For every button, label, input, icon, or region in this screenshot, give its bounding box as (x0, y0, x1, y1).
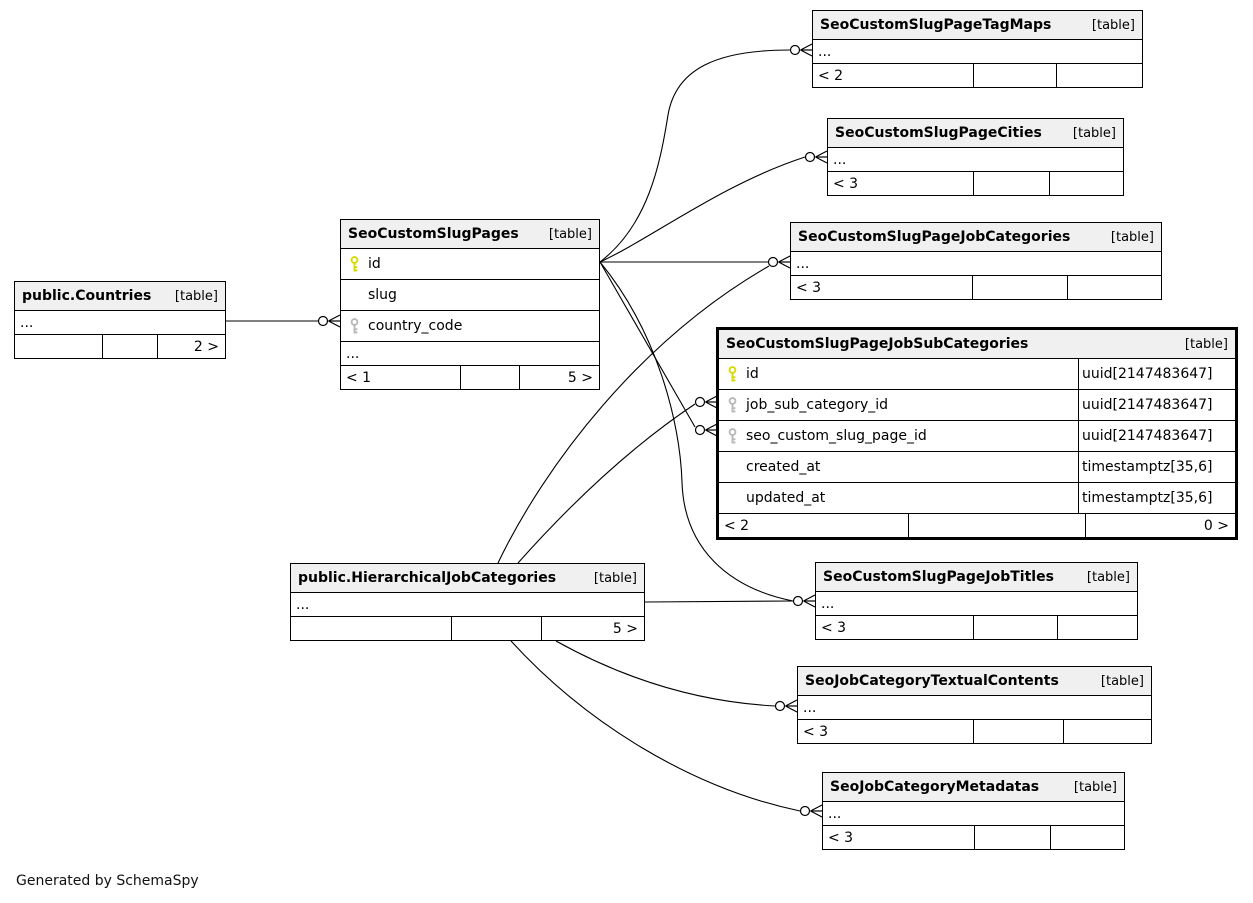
table-name: SeoCustomSlugPageJobCategories (798, 229, 1071, 245)
columns-ellipsis-row (816, 592, 1137, 616)
ellipsis-text: ... (833, 151, 847, 168)
columns-ellipsis-row (341, 342, 599, 366)
key-icon-cell (341, 318, 368, 335)
footer-middle-cell (973, 616, 1056, 639)
table-textualcontents[interactable] (797, 666, 1152, 744)
column-row-job_sub_category_id (719, 390, 1235, 421)
table-header (798, 667, 1151, 696)
relationship-line (511, 641, 800, 811)
table-type-badge: [table] (1086, 569, 1130, 585)
footer-left-count: < 3 (821, 619, 847, 636)
key-icon-cell (719, 428, 746, 445)
crow-foot-prong (801, 44, 813, 50)
table-name: public.Countries (22, 288, 152, 304)
crow-foot-prong (816, 157, 828, 163)
crow-foot-prong (811, 811, 823, 817)
relationship-0 (226, 315, 340, 327)
column-name: country_code (368, 318, 463, 334)
table-footer (816, 616, 1137, 639)
table-type-badge: [table] (548, 226, 592, 242)
foreign-key-icon (349, 318, 360, 335)
relationship-line (556, 641, 775, 706)
table-name: SeoCustomSlugPageJobSubCategories (726, 336, 1029, 352)
table-type-badge: [table] (1091, 17, 1135, 33)
cardinality-circle (319, 317, 328, 326)
table-header (823, 773, 1124, 802)
key-icon-cell (341, 256, 368, 273)
footer-left-count: < 3 (803, 723, 829, 740)
crow-foot-prong (779, 256, 791, 262)
generator-note: Generated by SchemaSpy (16, 873, 199, 889)
columns-ellipsis-row (791, 252, 1161, 276)
table-footer (341, 366, 599, 389)
footer-left-count: < 3 (833, 175, 859, 192)
ellipsis-text: ... (20, 314, 34, 331)
relationship-line (600, 262, 695, 427)
table-header (291, 564, 644, 593)
column-name: id (746, 366, 759, 382)
crow-foot-prong (804, 601, 816, 607)
ellipsis-text: ... (828, 805, 842, 822)
ellipsis-text: ... (296, 596, 310, 613)
table-tagmaps[interactable] (812, 10, 1143, 88)
relationship-1 (600, 44, 812, 262)
table-header (791, 223, 1161, 252)
crow-foot-prong (816, 151, 828, 157)
footer-right-count (1063, 720, 1151, 743)
column-type: uuid[2147483647] (1078, 359, 1235, 389)
relationship-7 (518, 396, 717, 563)
table-name: SeoCustomSlugPageCities (835, 125, 1042, 141)
table-subcategories[interactable] (716, 327, 1238, 540)
table-footer (15, 335, 225, 358)
crow-foot-prong (811, 805, 823, 811)
footer-left-count: < 3 (828, 829, 854, 846)
table-metadatas[interactable] (822, 772, 1125, 850)
ellipsis-text: ... (346, 345, 360, 362)
relationship-8 (645, 601, 793, 602)
relationship-3 (600, 256, 790, 268)
column-type: timestamptz[35,6] (1078, 452, 1235, 482)
table-hierarchical[interactable] (290, 563, 645, 641)
relationship-9 (556, 641, 797, 712)
table-type-badge: [table] (593, 570, 637, 586)
table-footer (291, 617, 644, 640)
footer-right-count: 0 > (1085, 514, 1235, 537)
table-type-badge: [table] (1184, 336, 1228, 352)
footer-right-count (1057, 616, 1137, 639)
footer-middle-cell (460, 366, 519, 389)
column-name: created_at (746, 459, 821, 475)
cardinality-circle (769, 258, 778, 267)
ellipsis-text: ... (803, 699, 817, 716)
relationship-line (600, 157, 805, 262)
table-header (15, 282, 225, 311)
relationship-4 (600, 262, 717, 436)
table-footer (828, 172, 1123, 195)
column-row-updated_at (719, 483, 1235, 514)
footer-right-count (1067, 276, 1161, 299)
table-name: SeoJobCategoryMetadatas (830, 779, 1040, 795)
table-cities[interactable] (827, 118, 1124, 196)
footer-middle-cell (451, 617, 541, 640)
cardinality-circle (696, 426, 705, 435)
crow-foot-prong (786, 706, 798, 712)
cardinality-circle (791, 46, 800, 55)
columns-ellipsis-row (823, 802, 1124, 826)
footer-middle-cell (908, 514, 1085, 537)
footer-middle-cell (974, 826, 1051, 849)
footer-left-count: < 3 (796, 279, 822, 296)
column-row-country_code (341, 311, 599, 342)
table-footer (813, 64, 1142, 87)
column-type: timestamptz[35,6] (1078, 483, 1235, 513)
table-type-badge: [table] (1072, 125, 1116, 141)
crow-foot-prong (329, 321, 341, 327)
column-name: updated_at (746, 490, 826, 506)
crow-foot-prong (801, 50, 813, 56)
footer-middle-cell (973, 720, 1063, 743)
ellipsis-text: ... (796, 255, 810, 272)
table-slugpages[interactable] (340, 219, 600, 390)
footer-left-count (291, 617, 451, 640)
footer-left-count: < 2 (818, 67, 844, 84)
primary-key-icon (349, 256, 360, 273)
footer-right-count (1050, 826, 1124, 849)
table-name: SeoCustomSlugPages (348, 226, 519, 242)
column-row-id (719, 359, 1235, 390)
relationship-10 (511, 641, 822, 817)
footer-left-count: < 2 (724, 517, 750, 534)
footer-middle-cell (973, 172, 1050, 195)
table-type-badge: [table] (1073, 779, 1117, 795)
footer-right-count: 2 > (157, 335, 225, 358)
cardinality-circle (776, 702, 785, 711)
foreign-key-icon (727, 397, 738, 414)
table-name: SeoJobCategoryTextualContents (805, 673, 1059, 689)
footer-right-count (1049, 172, 1123, 195)
cardinality-circle (794, 597, 803, 606)
cardinality-circle (801, 807, 810, 816)
columns-ellipsis-row (798, 696, 1151, 720)
relationship-line (600, 50, 790, 262)
table-footer (823, 826, 1124, 849)
column-row-seo_custom_slug_page_id (719, 421, 1235, 452)
columns-ellipsis-row (291, 593, 644, 617)
table-header (341, 220, 599, 249)
table-countries[interactable] (14, 281, 226, 359)
table-name: public.HierarchicalJobCategories (298, 570, 557, 586)
key-icon-cell (719, 366, 746, 383)
table-type-badge: [table] (174, 288, 218, 304)
column-name: id (368, 256, 381, 272)
table-header (828, 119, 1123, 148)
column-type: uuid[2147483647] (1078, 421, 1235, 451)
table-jobtitles[interactable] (815, 562, 1138, 640)
column-name: slug (368, 287, 397, 303)
relationship-line (518, 404, 695, 563)
column-row-slug (341, 280, 599, 311)
crow-foot-prong (329, 315, 341, 321)
table-footer (791, 276, 1161, 299)
crow-foot-prong (779, 262, 791, 268)
table-footer (798, 720, 1151, 743)
column-type: uuid[2147483647] (1078, 390, 1235, 420)
ellipsis-text: ... (821, 595, 835, 612)
relationship-line (645, 601, 793, 602)
table-header (813, 11, 1142, 40)
cardinality-circle (696, 398, 705, 407)
table-type-badge: [table] (1110, 229, 1154, 245)
columns-ellipsis-row (813, 40, 1142, 64)
ellipsis-text: ... (818, 43, 832, 60)
table-header (816, 563, 1137, 592)
footer-middle-cell (973, 64, 1056, 87)
key-icon-cell (719, 397, 746, 414)
footer-left-count: < 1 (346, 369, 372, 386)
footer-left-count (15, 335, 102, 358)
table-name: SeoCustomSlugPageTagMaps (820, 17, 1052, 33)
column-name: seo_custom_slug_page_id (746, 428, 927, 444)
table-name: SeoCustomSlugPageJobTitles (823, 569, 1054, 585)
primary-key-icon (727, 366, 738, 383)
column-row-created_at (719, 452, 1235, 483)
crow-foot-prong (804, 595, 816, 601)
column-row-id (341, 249, 599, 280)
table-type-badge: [table] (1100, 673, 1144, 689)
columns-ellipsis-row (828, 148, 1123, 172)
footer-right-count (1056, 64, 1142, 87)
column-name: job_sub_category_id (746, 397, 889, 413)
footer-middle-cell (972, 276, 1067, 299)
columns-ellipsis-row (15, 311, 225, 335)
table-header (719, 330, 1235, 359)
footer-right-count: 5 > (541, 617, 644, 640)
foreign-key-icon (727, 428, 738, 445)
table-jobcategories[interactable] (790, 222, 1162, 300)
table-footer (719, 514, 1235, 537)
footer-middle-cell (102, 335, 157, 358)
cardinality-circle (806, 153, 815, 162)
footer-right-count: 5 > (519, 366, 599, 389)
crow-foot-prong (786, 700, 798, 706)
